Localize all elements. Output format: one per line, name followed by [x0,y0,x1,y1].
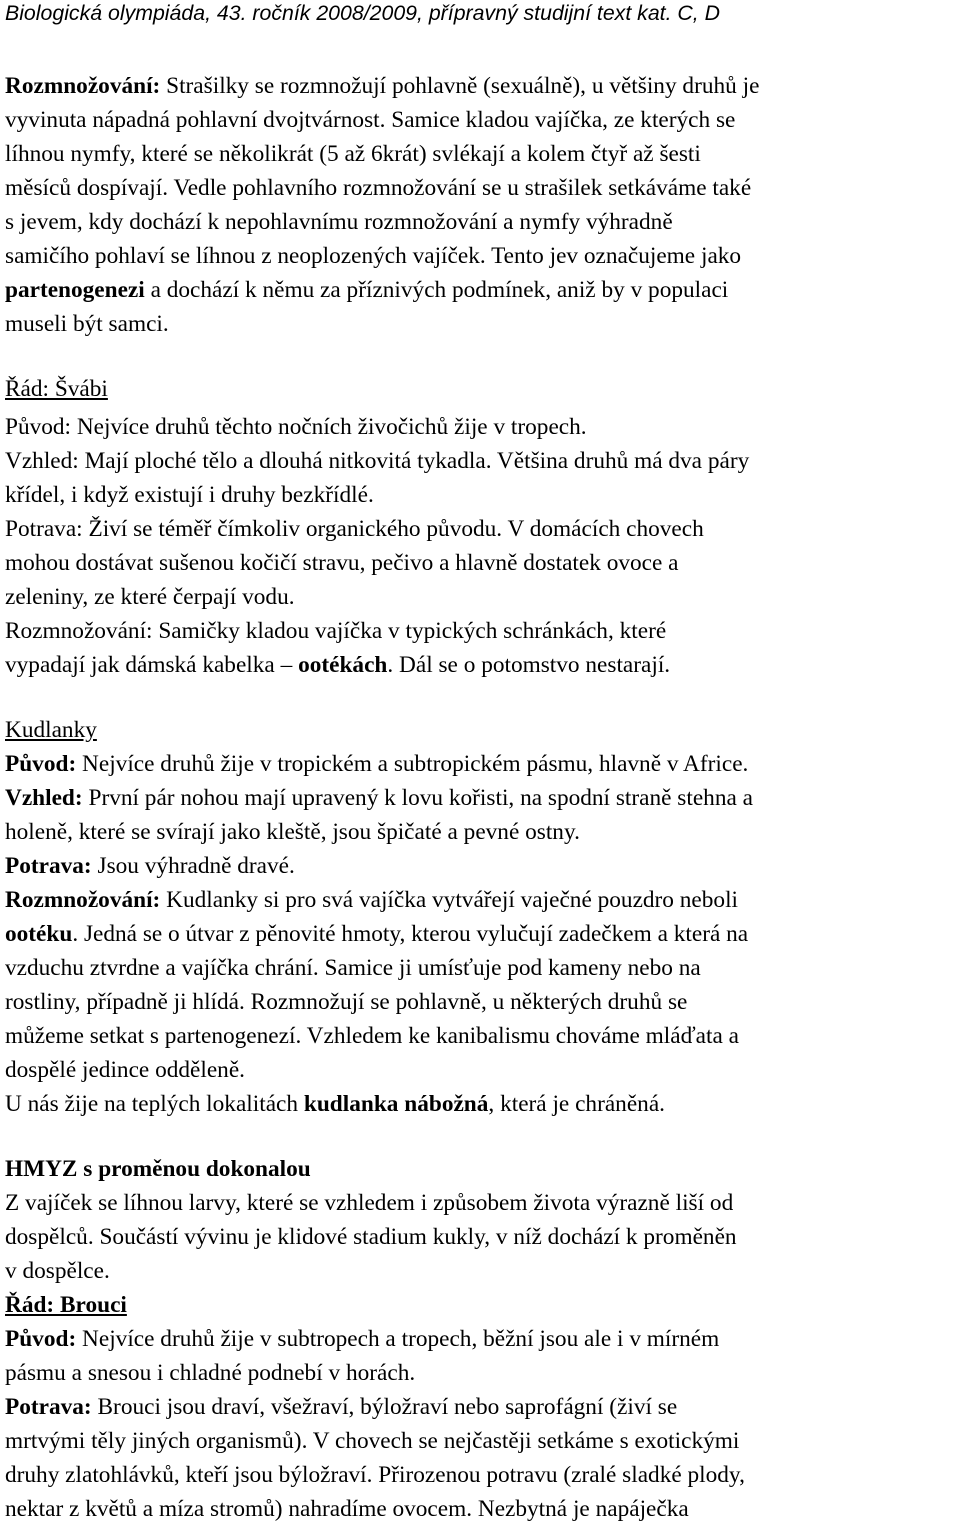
text-run: Nejvíce druhů žije v subtropech a tropech, běžní jsou ale i v mírném [82,1326,720,1352]
text-line [5,1155,311,1183]
text-run: holeně, které se svírají jako kleště, jsou špičaté a pevné ostny. [5,819,580,845]
text-line [5,852,295,880]
text-run: Brouci jsou draví, všežraví, býložraví nebo saprofágní (živí se [97,1394,678,1420]
text-run: vyvinuta nápadná pohlavní dvojtvárnost. Samice kladou vajíčka, ze kterých se [5,107,736,133]
text-run: a dochází k němu za příznivých podmínek, aniž by v populaci [144,277,729,303]
text-line [5,954,701,982]
text-run: Rozmnožování: [5,618,159,644]
text-line [5,886,738,914]
text-run: Živí se téměř čímkoliv organického původu. V domácích chovech [88,516,704,542]
text-line [5,1291,127,1319]
text-line [5,140,701,168]
text-line [5,515,704,543]
bold-text: Rozmnožování: [5,73,167,99]
bold-text: partenogenezi [5,277,145,303]
text-line [5,1223,737,1251]
text-line [5,72,759,100]
text-line [5,1189,733,1217]
bold-text: kudlanka nábožná [303,1091,489,1117]
text-run: mohou dostávat sušenou kočičí stravu, pečivo a hlavně dostatek ovoce a [5,550,679,576]
text-run: můžeme setkat s partenogenezí. Vzhledem ke kanibalismu chováme mláďata a [5,1023,739,1049]
text-line [5,1359,415,1387]
text-run: vypadají jak dámská kabelka – [5,652,299,678]
text-line [5,1461,745,1489]
bold-text: ootékách [298,652,388,678]
text-run: Mají ploché tělo a dlouhá nitkovitá tykadla. Většina druhů má dva páry [84,448,750,474]
text-run: s jevem, kdy dochází k nepohlavnímu rozmnožování a nymfy výhradně [5,209,673,235]
text-line [5,818,580,846]
text-line [5,1257,110,1285]
text-run: zeleniny, ze které čerpají vodu. [5,584,295,610]
bold-text: Původ: [5,1326,83,1352]
text-line [5,651,670,679]
bold-text: HMYZ s proměnou dokonalou [5,1156,311,1182]
bold-text: Původ: [5,751,83,777]
bold-text: Vzhled: [5,785,89,811]
text-line [5,1056,245,1084]
text-run: Vzhled: [5,448,85,474]
bold-text: Potrava: [5,1394,98,1420]
text-run: , která je chráněná. [488,1091,665,1117]
text-line [5,242,741,270]
text-run: Strašilky se rozmnožují pohlavně (sexuálně), u většiny druhů je [166,73,760,99]
text-run: . Dál se o potomstvo nestarají. [387,652,671,678]
text-run: dospělců. Součástí vývinu je klidové stadium kukly, v níž dochází k proměněn [5,1224,737,1250]
text-line [5,481,374,509]
text-line [5,988,687,1016]
text-run: dospělé jedince odděleně. [5,1057,245,1083]
text-line [5,174,751,202]
text-run: Nejvíce druhů žije v tropickém a subtropickém pásmu, hlavně v Africe. [82,751,749,777]
text-run: Samičky kladou vajíčka v typických schránkách, které [158,618,667,644]
page-header: Biologická olympiáda, 43. ročník 2008/2009, přípravný studijní text kat. C, D [5,1,721,25]
text-line [5,920,748,948]
text-run: líhnou nymfy, které se několikrát (5 až 6krát) svlékají a kolem čtyř až šesti [5,141,701,167]
text-line [5,1325,719,1353]
text-run: Původ: [5,414,77,440]
text-run: Kudlanky si pro svá vajíčka vytvářejí vaječné pouzdro neboli [166,887,739,913]
text-line [5,106,735,134]
text-line [5,375,108,403]
bold-text: Rozmnožování: [5,887,167,913]
text-line [5,276,728,304]
text-line [5,413,587,441]
text-line [5,784,753,812]
text-run: Z vajíček se líhnou larvy, které se vzhledem i způsobem života výrazně liší od [5,1190,734,1216]
text-line [5,310,169,338]
text-run: samičího pohlaví se líhnou z neoplozených vajíček. Tento jev označujeme jako [5,243,742,269]
text-run: . Jedná se o útvar z pěnovité hmoty, kterou vylučují zadečkem a která na [72,921,749,947]
text-run: První pár nohou mají upravený k lovu kořisti, na spodní straně stehna a [88,785,753,811]
bold-text: Potrava: [5,853,98,879]
text-line [5,549,678,577]
text-run: v dospělce. [5,1258,110,1284]
text-run: Řád: Švábi [5,376,108,402]
text-line [5,617,666,645]
text-line [5,1022,739,1050]
text-line [5,583,295,611]
text-line [5,1427,739,1455]
text-line [5,1495,689,1523]
text-run: Nejvíce druhů těchto nočních živočichů žije v tropech. [76,414,587,440]
text-run: mrtvými těly jiných organismů). V chovech se nejčastěji setkáme s exotickými [5,1428,740,1454]
text-run: druhy zlatohlávků, kteří jsou býložraví. Přirozenou potravu (zralé sladké plody, [5,1462,745,1488]
text-run: vzduchu ztvrdne a vajíčka chrání. Samice ji umísťuje pod kameny nebo na [5,955,701,981]
text-line [5,447,749,475]
text-line [5,1090,665,1118]
text-run: měsíců dospívají. Vedle pohlavního rozmnožování se u strašilek setkáváme také [5,175,752,201]
text-line [5,716,97,744]
text-run: pásmu a snesou i chladné podnebí v horách. [5,1360,416,1386]
bold-text: Řád: Brouci [5,1292,127,1318]
text-run: museli být samci. [5,311,169,337]
text-run: Jsou výhradně dravé. [97,853,295,879]
text-line [5,750,748,778]
text-run: Kudlanky [5,717,97,743]
text-run: rostliny, případně ji hlídá. Rozmnožují se pohlavně, u některých druhů se [5,989,688,1015]
text-run: Potrava: [5,516,89,542]
text-run: křídel, i když existují i druhy bezkřídlé. [5,482,374,508]
text-line [5,1393,677,1421]
text-line [5,208,673,236]
text-run: nektar z květů a míza stromů) nahradíme ovocem. Nezbytná je napáječka [5,1496,689,1522]
bold-text: ootéku [5,921,73,947]
text-run: U nás žije na teplých lokalitách [5,1091,304,1117]
